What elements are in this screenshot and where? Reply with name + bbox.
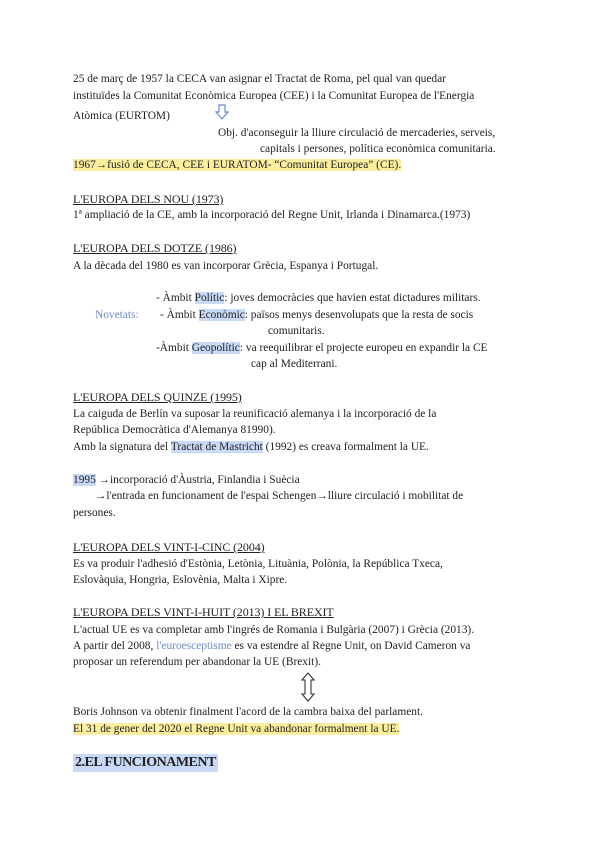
novetat-item-economic bbox=[160, 308, 473, 322]
heading-europa-dotze: L'EUROPA DELS DOTZE (1986) bbox=[73, 241, 237, 255]
quinze-line-3-suffix: (1992) es creava formalment la UE. bbox=[262, 441, 429, 453]
heading-europa-nou: L'EUROPA DELS NOU (1973) bbox=[73, 192, 224, 206]
novetat-geopolitic-prefix: -Àmbit bbox=[156, 342, 192, 354]
novetat-geopolitic-text: : va reequilibrar el projecte europeu en expandir la CE bbox=[239, 342, 488, 354]
quinze-line-3-prefix: Amb la signatura del bbox=[73, 441, 171, 453]
vint-vuit-line-2 bbox=[73, 639, 470, 653]
novetat-item-politic bbox=[156, 291, 481, 305]
geopolitic-highlight: Geopolític bbox=[191, 342, 240, 354]
novetat-politic-prefix: - Àmbit bbox=[156, 292, 195, 304]
heading-europa-quinze: L'EUROPA DELS QUINZE (1995) bbox=[73, 390, 242, 404]
year-1995-line bbox=[73, 473, 300, 487]
heading-europa-vint-i-cinc: L'EUROPA DELS VINT-I-CINC (2004) bbox=[73, 540, 265, 554]
novetat-item-geopolitic bbox=[156, 341, 488, 355]
schengen-line-2: persones. bbox=[73, 507, 116, 519]
novetat-economic-text: : països menys desenvolupats que la resta de socis bbox=[244, 309, 474, 321]
vint-vuit-line-4: Boris Johnson va obtenir finalment l'acord de la cambra baixa del parlament. bbox=[73, 706, 423, 718]
vint-vuit-line-2-suffix: es va estendre al Regne Unit, on David Cameron va bbox=[231, 640, 471, 652]
brexit-final-highlight: El 31 de gener del 2020 el Regne Unit va abandonar formalment la UE. bbox=[73, 723, 400, 735]
vint-vuit-line-5-wrap bbox=[73, 722, 399, 736]
up-down-arrow-icon bbox=[300, 672, 316, 702]
heading-funcionament: 2.EL FUNCIONAMENT bbox=[75, 755, 216, 770]
quinze-line-1: La caiguda de Berlín va suposar la reunificació alemanya i la incorporació de la bbox=[73, 408, 437, 420]
schengen-line-1: →l'entrada en funcionament de l'espai Schengen→lliure circulació i mobilitat de bbox=[95, 490, 464, 502]
novetat-geopolitic-cont: cap al Mediterrani. bbox=[251, 358, 338, 370]
objective-line-1: Obj. d'aconseguir la lliure circulació de mercaderies, serveis, bbox=[218, 127, 496, 139]
heading-europa-vint-i-huit: L'EUROPA DELS VINT-I-HUIT (2013) I EL BREXIT bbox=[73, 605, 334, 619]
vint-vuit-line-3: proposar un referendum per abandonar la UE (Brexit). bbox=[73, 656, 321, 668]
novetat-politic-text: : joves democràcies que havien estat dictadures militars. bbox=[224, 292, 481, 304]
novetats-label: Novetats: bbox=[95, 309, 139, 321]
intro-line-3: Atòmica (EURTOM) bbox=[73, 110, 170, 122]
tractat-mastricht-highlight: Tractat de Mastricht bbox=[170, 441, 263, 453]
euroesceptisme-link[interactable]: l'euroesceptisme bbox=[156, 640, 232, 652]
arrow-down-icon bbox=[215, 104, 229, 120]
nou-text: 1ª ampliació de la CE, amb la incorporació del Regne Unit, Irlanda i Dinamarca.(1973) bbox=[73, 209, 471, 221]
year-1995-highlight: 1995 bbox=[73, 474, 96, 486]
fusion-line-wrap bbox=[73, 158, 401, 172]
vint-vuit-line-1: L'actual UE es va completar amb l'ingrés de Romania i Bulgària (2007) i Grècia (2013). bbox=[73, 624, 475, 636]
intro-line-1: 25 de març de 1957 la CECA van asignar el Tractat de Roma, pel qual van quedar bbox=[73, 73, 446, 85]
fusion-line: 1967→fusió de CECA, CEE i EURATOM- “Comunitat Europea” (CE). bbox=[73, 159, 402, 171]
intro-line-2: instituïdes la Comunitat Econòmica Europea (CEE) i la Comunitat Europea de l'Energia bbox=[73, 90, 475, 102]
vint-vuit-line-2-prefix: A partir del 2008, bbox=[73, 640, 157, 652]
vint-cinc-line-1: Es va produir l'adhesió d'Estònia, Letònia, Lituània, Polònia, la República Txeca, bbox=[73, 558, 443, 570]
novetat-economic-cont: comunitaris. bbox=[268, 325, 325, 337]
economic-highlight: Econòmic bbox=[198, 309, 245, 321]
year-1995-text: →incorporació d'Àustria, Finlandia i Suècia bbox=[95, 474, 300, 486]
novetat-economic-prefix: - Àmbit bbox=[160, 309, 199, 321]
objective-line-2: capitals i persones, política econòmica comunitaria. bbox=[260, 143, 496, 155]
politic-highlight: Polític bbox=[194, 292, 225, 304]
quinze-line-2: República Democràtica d'Alemanya 81990). bbox=[73, 424, 276, 436]
dotze-text: A la dècada del 1980 es van incorporar Grècia, Espanya i Portugal. bbox=[73, 260, 379, 272]
vint-cinc-line-2: Eslovàquia, Hongria, Eslovènia, Malta i Xipre. bbox=[73, 574, 288, 586]
quinze-line-3 bbox=[73, 440, 429, 454]
